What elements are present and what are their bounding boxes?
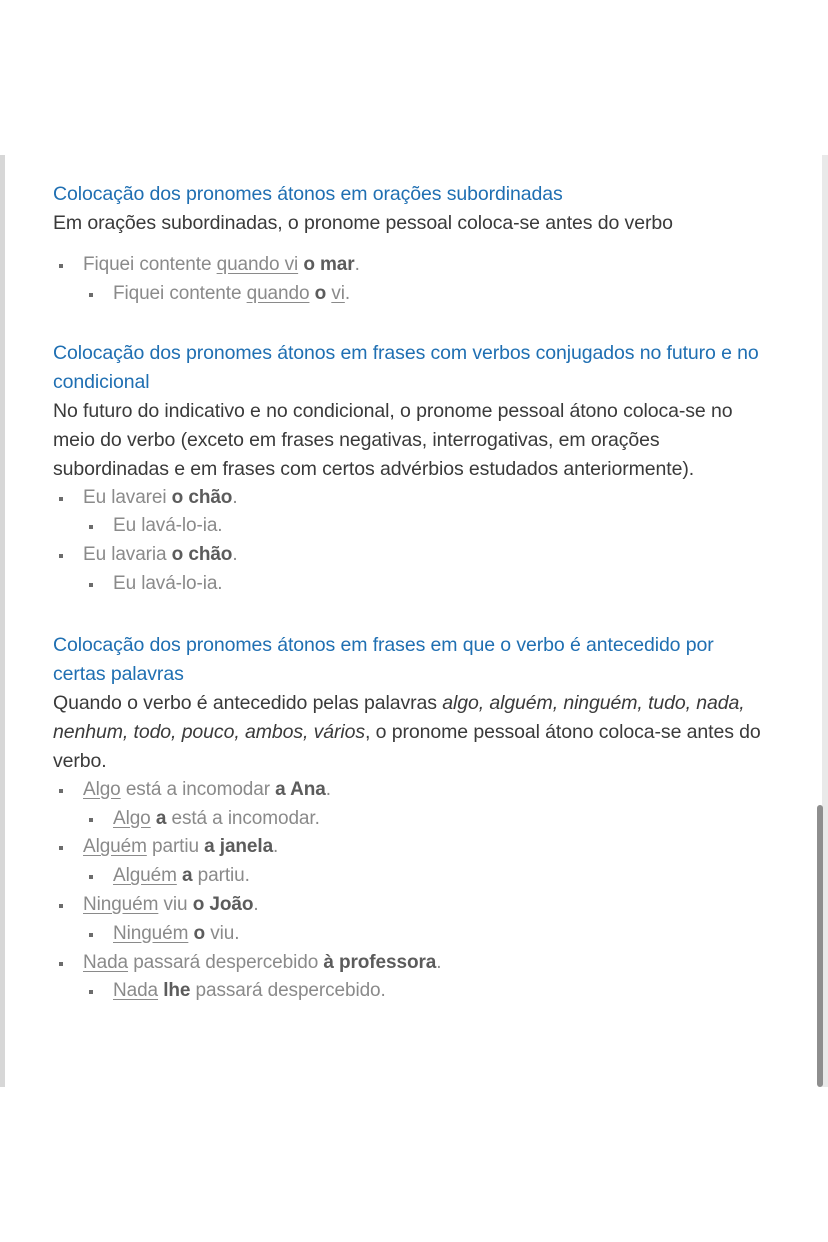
underlined-term: Alguém [83,836,147,858]
bold-term: a janela [204,836,274,858]
bold-term: o [193,922,206,944]
list-item: Eu lavaria o chão. [53,541,765,570]
bold-term: o chão [171,486,233,508]
underlined-term: Ninguém [83,893,159,915]
section-title: Colocação dos pronomes átonos em frases em que o verbo é antecedido por certas palavras [53,633,714,685]
underlined-term: vi [331,282,345,304]
underlined-term: Algo [83,778,121,800]
bold-term: à professora [323,951,437,973]
underlined-term: Algo [113,807,151,829]
bold-term: o mar [303,254,355,275]
article-content [53,180,765,1006]
underlined-term: quando vi [216,254,299,275]
list-item: Ninguém o viu. [53,920,765,949]
list-item: Eu lavarei o chão. [53,484,765,513]
list-item: Nada lhe passará despercebido. [53,977,765,1006]
bold-term: o chão [171,544,233,566]
list-item: Alguém a partiu. [53,862,765,891]
section-title: Colocação dos pronomes átonos em orações subordinadas [53,183,563,205]
bold-term: o João [192,893,254,915]
list-item: Ninguém viu o João. [53,891,765,920]
underlined-term: Nada [113,980,159,1002]
section-title: Colocação dos pronomes átonos em frases com verbos conjugados no futuro e no condicional [53,341,759,393]
list-item: Algo a está a incomodar. [53,805,765,834]
list-item: Eu lavá-lo-ia. [53,570,765,599]
section-body: Em orações subordinadas, o pronome pessoal coloca-se antes do verbo [53,212,673,234]
list-item: Nada passará despercebido à professora. [53,949,765,978]
section-body: No futuro do indicativo e no condicional, o pronome pessoal átono coloca-se no meio do verbo (exceto em frases negativas, interrogativas, em orações subordinadas e em frases com certos advérbios estudados anteriormente). [53,399,733,480]
example-list [53,776,765,1006]
list-item: Alguém partiu a janela. [53,833,765,862]
bold-term: a [182,865,193,887]
bold-term: a [155,807,167,829]
bold-term: o [314,282,327,304]
underlined-term: Ninguém [113,922,189,944]
underlined-term: quando [246,282,310,304]
bold-term: lhe [163,980,191,1002]
list-item: Fiquei contente quando vi o mar. [53,251,765,280]
list-item: Fiquei contente quando o vi. [53,280,765,309]
underlined-term: Alguém [113,865,177,887]
page-edge-left [0,155,5,1087]
scrollbar-thumb[interactable] [817,805,823,1087]
underlined-term: Nada [83,951,129,973]
example-list [53,484,765,599]
list-item: Eu lavá-lo-ia. [53,512,765,541]
example-list [53,251,765,309]
section-body: Quando o verbo é antecedido pelas palavras algo, alguém, ninguém, tudo, nada, nenhum, todo, pouco, ambos, vários, o pronome pessoal átono coloca-se antes do verbo. [53,691,761,772]
italic-word-list: algo, alguém, ninguém, tudo, nada, nenhum, todo, pouco, ambos, vários [53,691,745,743]
bold-term: a Ana [275,778,326,800]
list-item: Algo está a incomodar a Ana. [53,776,765,805]
